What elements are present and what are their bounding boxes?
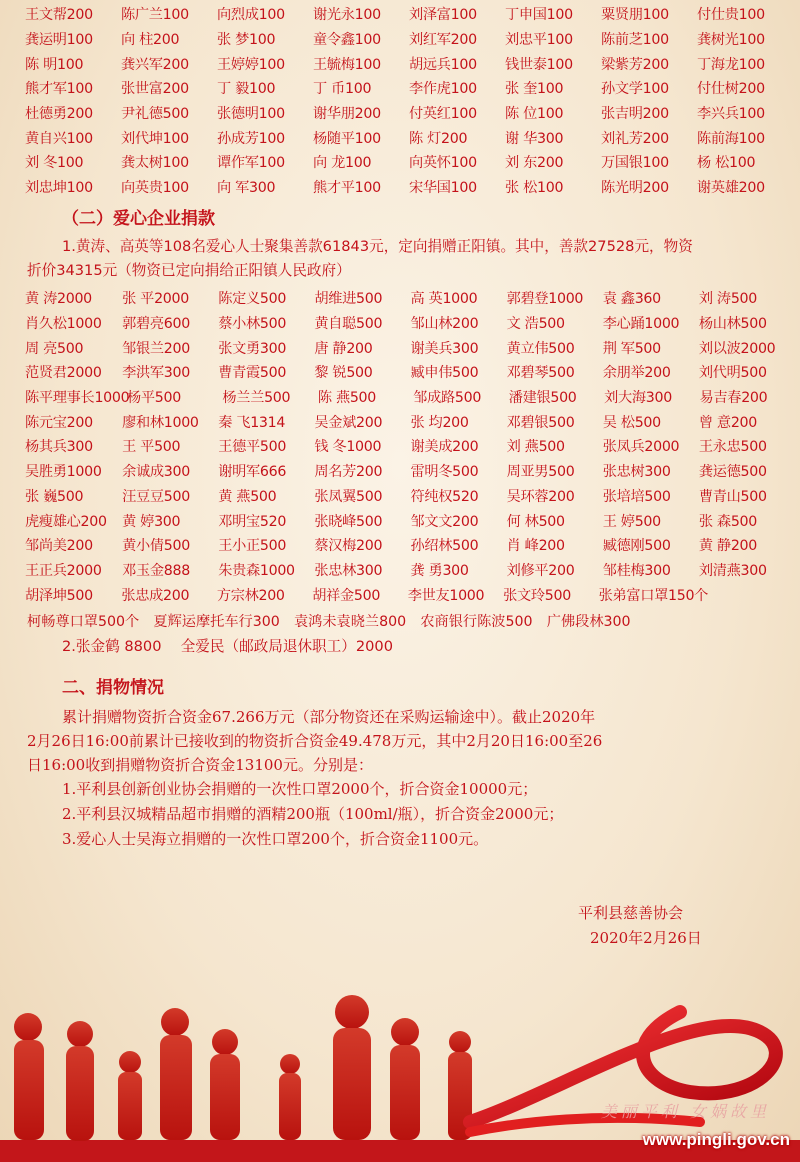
- donor-entry: 黄 燕500: [218, 488, 277, 505]
- donor-entry: 周名芳200: [314, 464, 383, 481]
- donor-entry: 陈广兰100: [121, 7, 189, 24]
- goods-paragraph-line3: 日16:00收到捐赠物资折合资金13100元。分别是：: [27, 756, 373, 774]
- donor-entry: 刘忠平100: [505, 32, 573, 49]
- donor-entry: 钱世泰100: [505, 56, 573, 73]
- donor-entry: 邓玉金888: [122, 562, 190, 579]
- donor-entry: 吴 松500: [602, 414, 661, 431]
- donor-entry: 吴金斌200: [314, 414, 383, 431]
- donor-entry: 向英贵100: [121, 180, 189, 197]
- donor-entry: 宋华国100: [409, 180, 477, 197]
- donor-entry: 张 奎100: [505, 81, 564, 98]
- donor-entry: 陈 燕500: [317, 390, 377, 407]
- donor-entry: 廖和林1000: [122, 414, 199, 431]
- donor-entry: 张 梦100: [217, 32, 276, 49]
- donor-row: [25, 286, 795, 311]
- donor-entry: 刘忠坤100: [25, 180, 93, 197]
- donor-entry: 陈前芝100: [601, 32, 669, 49]
- donor-row: [25, 175, 795, 200]
- donor-entry: 丁 币100: [313, 81, 372, 98]
- donor-entry: 高 英1000: [410, 291, 478, 308]
- donor-entry: 谭作军100: [217, 155, 285, 172]
- donor-entry: 付仕贵100: [697, 7, 765, 24]
- donor-row: [25, 360, 795, 385]
- goods-item-1: 1.平利县创新创业协会捐赠的一次性口罩2000个，折合资金10000元；: [62, 780, 538, 798]
- donor-entry: 张忠树300: [602, 464, 671, 481]
- donor-entry: 余朋举200: [602, 365, 671, 382]
- section-heading-enterprise: （二）爱心企业捐款: [62, 209, 215, 229]
- donor-row: [25, 76, 795, 101]
- donor-entry: 向 龙100: [313, 155, 372, 172]
- donor-entry: 万国银100: [601, 155, 669, 172]
- donor-entry: 刘修平200: [506, 562, 575, 579]
- donor-entry: 陈 明100: [25, 56, 84, 73]
- donor-entry: 郭碧登1000: [506, 291, 584, 308]
- donor-entry: 黄 婷300: [122, 513, 181, 530]
- donor-entry: 丁 毅100: [217, 81, 276, 98]
- footer-slogan: 美丽平利 女娲故里: [600, 1102, 770, 1121]
- footer-website-url: www.pingli.gov.cn: [642, 1130, 790, 1149]
- donor-entry: 杨平500: [127, 390, 181, 407]
- donor-entry: 李兴兵100: [697, 106, 765, 123]
- section2-item2: 2.张金鹤 8800 全爱民（邮政局退休职工）2000: [62, 638, 393, 655]
- donor-entry: 谢明军666: [218, 464, 287, 481]
- donor-entry: 曹青霞500: [218, 365, 287, 382]
- donor-entry: 胡远兵100: [409, 56, 477, 73]
- donor-entry: 吴环蓉200: [506, 488, 575, 505]
- donor-row: [25, 434, 795, 459]
- donor-entry: 秦 飞1314: [218, 414, 286, 431]
- donor-entry: 胡祥金500: [312, 587, 381, 604]
- donor-entry: 龚运明100: [25, 32, 93, 49]
- donor-entry: 邹成路500: [413, 390, 482, 407]
- donor-entry: 李世友1000: [407, 587, 485, 604]
- donor-entry: 王 平500: [122, 439, 181, 456]
- donor-entry: 余诚成300: [122, 464, 190, 481]
- donor-entry: 邓明宝520: [218, 513, 287, 530]
- donor-entry: 周亚男500: [506, 464, 575, 481]
- donor-entry: 虎瘦雄心200: [25, 513, 107, 530]
- donor-entry: 王毓梅100: [313, 56, 381, 73]
- donor-entry: 粟贤朋100: [601, 7, 669, 24]
- donor-entry: 张弟富口罩150个: [598, 587, 709, 604]
- donor-entry: 钱 冬1000: [314, 439, 382, 456]
- donor-entry: 李作虎100: [409, 81, 477, 98]
- donor-entry: 荆 军500: [602, 340, 661, 357]
- donor-row: [25, 533, 795, 558]
- donor-row: [25, 582, 795, 607]
- donor-entry: 张忠成200: [121, 587, 190, 604]
- donor-entry: 龚运德500: [698, 464, 767, 481]
- donor-entry: 何 林500: [506, 513, 565, 530]
- donor-entry: 张世富200: [121, 81, 189, 98]
- donor-entry: 孙成芳100: [217, 130, 285, 147]
- goods-item-2: 2.平利县汉城精品超市捐赠的酒精200瓶（100ml/瓶），折合资金2000元；: [62, 805, 564, 823]
- donor-entry: 龚树光100: [697, 32, 765, 49]
- donor-entry: 刘泽富100: [409, 7, 477, 24]
- donor-entry: 谢美成200: [410, 439, 479, 456]
- donor-entry: 雷明冬500: [410, 464, 479, 481]
- donor-entry: 邹桂梅300: [602, 562, 671, 579]
- donor-entry: 张吉明200: [601, 106, 669, 123]
- donor-entry: 邹尚美200: [25, 538, 93, 555]
- donor-entry: 张凤翼500: [314, 488, 383, 505]
- donor-entry: 易吉春200: [699, 390, 768, 407]
- donor-entry: 杨其兵300: [25, 439, 93, 456]
- donor-entry: 张 巍500: [25, 488, 84, 505]
- donor-entry: 王婷婷100: [217, 56, 285, 73]
- donor-entry: 刘清燕300: [698, 562, 767, 579]
- donor-entry: 符纯权520: [410, 488, 479, 505]
- donor-entry: 陈光明200: [601, 180, 669, 197]
- donor-row: [25, 150, 795, 175]
- donor-entry: 谢美兵300: [410, 340, 479, 357]
- donor-entry: 刘代坤100: [121, 130, 189, 147]
- donor-row: [25, 385, 795, 410]
- donor-entry: 张德明100: [217, 106, 285, 123]
- donor-entry: 曹青山500: [698, 488, 767, 505]
- donor-entry: 王小正500: [218, 538, 287, 555]
- donor-entry: 范贤君2000: [25, 365, 102, 382]
- donor-entry: 陈前海100: [697, 130, 765, 147]
- donor-entry: 杨山林500: [698, 316, 767, 333]
- donor-entry: 唐 静200: [314, 340, 373, 357]
- donor-entry: 付仕树200: [697, 81, 765, 98]
- donor-entry: 刘以波2000: [698, 340, 776, 357]
- donor-entry: 刘代明500: [698, 365, 767, 382]
- donor-entry: 陈定义500: [218, 291, 287, 308]
- donor-entry: 陈元宝200: [25, 414, 93, 431]
- donor-entry: 黄自聪500: [314, 316, 383, 333]
- donor-entry: 蔡汉梅200: [314, 538, 383, 555]
- donor-entry: 肖 峰200: [506, 538, 565, 555]
- donor-row: [25, 335, 795, 360]
- donor-entry: 肖久松1000: [25, 316, 102, 333]
- donor-entry: 潘建银500: [508, 390, 577, 407]
- signature-date: 2020年2月26日: [590, 929, 702, 947]
- signature-organization: 平利县慈善协会: [578, 904, 684, 922]
- donor-entry: 杨随平100: [313, 130, 381, 147]
- donor-entry: 曾 意200: [698, 414, 757, 431]
- donor-entry: 张文玲500: [503, 587, 571, 604]
- donor-entry: 梁紫芳200: [601, 56, 669, 73]
- donor-row: [25, 484, 795, 509]
- goods-paragraph-line2: 2月26日16:00前累计已接收到的物资折合资金49.478万元，其中2月20日16:00至26: [27, 732, 603, 750]
- donor-entry: 邹银兰200: [122, 340, 190, 357]
- donor-entry: 黎 锐500: [314, 365, 373, 382]
- donor-entry: 周 亮500: [25, 340, 84, 357]
- donor-entry: 吴胜勇1000: [25, 464, 102, 481]
- donor-entry: 龚太树100: [121, 155, 189, 172]
- donor-entry: 谢英雄200: [697, 180, 765, 197]
- donor-entry: 臧申伟500: [410, 365, 479, 382]
- section2-intro-line1: 1.黄涛、高英等108名爱心人士聚集善款61843元，定向捐赠正阳镇。其中，善款27528元，物资: [62, 238, 693, 255]
- section-heading-goods: 二、捐物情况: [62, 678, 164, 698]
- donor-entry: 尹礼德500: [121, 106, 189, 123]
- donor-entry: 张忠林300: [314, 562, 383, 579]
- donor-entry: 陈 位100: [505, 106, 564, 123]
- donor-entry: 王文帮200: [25, 7, 93, 24]
- donor-entry: 张晓峰500: [314, 513, 383, 530]
- donor-list-last-line: 柯畅尊口罩500个 夏辉运摩托车行300 袁鸿未袁晓兰800 农商银行陈波500 广佛段林300: [27, 614, 631, 630]
- donor-entry: 张培培500: [602, 488, 671, 505]
- donor-entry: 付英红100: [409, 106, 477, 123]
- donor-entry: 熊才平100: [313, 180, 381, 197]
- donor-entry: 向烈成100: [217, 7, 285, 24]
- donor-entry: 文 浩500: [506, 316, 565, 333]
- donor-entry: 孙绍林500: [410, 538, 479, 555]
- donor-row: [25, 2, 795, 27]
- donor-entry: 丁申国100: [505, 7, 573, 24]
- donor-entry: 王正兵2000: [25, 562, 102, 579]
- goods-paragraph-line1: 累计捐赠物资折合资金67.266万元（部分物资还在采购运输途中）。截止2020年: [62, 708, 596, 726]
- donor-entry: 陈平理事长1000: [25, 390, 130, 407]
- donor-row: [25, 101, 795, 126]
- donor-list-individuals: [25, 2, 795, 200]
- donor-entry: 黄 涛2000: [25, 291, 92, 308]
- donor-entry: 向 柱200: [121, 32, 180, 49]
- donor-entry: 邓碧银500: [506, 414, 575, 431]
- donor-entry: 丁海龙100: [697, 56, 765, 73]
- donor-row: [25, 558, 795, 583]
- donor-entry: 孙文学100: [601, 81, 669, 98]
- donor-row: [25, 51, 795, 76]
- donor-entry: 童令鑫100: [313, 32, 381, 49]
- donor-row: [25, 508, 795, 533]
- donor-row: [25, 125, 795, 150]
- donor-row: [25, 27, 795, 52]
- donor-entry: 谢华朋200: [313, 106, 381, 123]
- donor-entry: 方宗林200: [216, 587, 285, 604]
- donor-list-enterprise: [25, 286, 795, 607]
- donor-entry: 黄 静200: [698, 538, 757, 555]
- donor-entry: 蔡小林500: [218, 316, 287, 333]
- section2-intro-line2: 折价34315元（物资已定向捐给正阳镇人民政府）: [27, 262, 351, 279]
- donor-entry: 张 松100: [505, 180, 564, 197]
- donor-row: [25, 459, 795, 484]
- donor-entry: 李洪军300: [122, 365, 190, 382]
- donor-entry: 朱贵森1000: [218, 562, 295, 579]
- donor-entry: 张 森500: [698, 513, 757, 530]
- donor-entry: 向英怀100: [409, 155, 477, 172]
- donor-entry: 邓碧琴500: [506, 365, 575, 382]
- donor-row: [25, 311, 795, 336]
- donor-entry: 刘 东200: [505, 155, 564, 172]
- donor-entry: 刘红军200: [409, 32, 477, 49]
- donor-entry: 胡维进500: [314, 291, 383, 308]
- donor-entry: 刘大海300: [604, 390, 672, 407]
- donor-entry: 刘 燕500: [506, 439, 565, 456]
- donor-entry: 张凤兵2000: [602, 439, 680, 456]
- donor-entry: 杨兰兰500: [222, 390, 291, 407]
- donor-entry: 刘礼芳200: [601, 130, 669, 147]
- donor-entry: 刘 冬100: [25, 155, 84, 172]
- donor-entry: 龚兴军200: [121, 56, 189, 73]
- donor-entry: 臧德刚500: [602, 538, 671, 555]
- donor-entry: 谢 华300: [505, 130, 564, 147]
- donor-entry: 谢光永100: [313, 7, 381, 24]
- donor-entry: 邹山林200: [410, 316, 479, 333]
- donor-entry: 袁 鑫360: [602, 291, 661, 308]
- donor-entry: 熊才军100: [25, 81, 93, 98]
- goods-item-3: 3.爱心人士吴海立捐赠的一次性口罩200个，折合资金1100元。: [62, 830, 489, 848]
- donor-entry: 王 婷500: [602, 513, 661, 530]
- donor-entry: 李心踊1000: [602, 316, 680, 333]
- donor-entry: 杜德勇200: [25, 106, 93, 123]
- donor-entry: 汪豆豆500: [122, 488, 190, 505]
- donor-entry: 张 平2000: [122, 291, 189, 308]
- donor-entry: 黄小倩500: [122, 538, 190, 555]
- donor-entry: 刘 涛500: [698, 291, 757, 308]
- donor-entry: 向 军300: [217, 180, 276, 197]
- donor-entry: 张 均200: [410, 414, 469, 431]
- donor-entry: 邹文文200: [410, 513, 479, 530]
- donor-entry: 王永忠500: [698, 439, 767, 456]
- donor-entry: 张文勇300: [218, 340, 287, 357]
- donor-row: [25, 409, 795, 434]
- donor-entry: 郭碧亮600: [122, 316, 190, 333]
- donor-entry: 黄立伟500: [506, 340, 575, 357]
- donor-entry: 杨 松100: [697, 155, 756, 172]
- donor-entry: 王德平500: [218, 439, 287, 456]
- donor-entry: 胡泽坤500: [25, 587, 93, 604]
- donor-entry: 陈 灯200: [409, 130, 468, 147]
- donor-entry: 黄自兴100: [25, 130, 93, 147]
- donor-entry: 龚 勇300: [410, 562, 469, 579]
